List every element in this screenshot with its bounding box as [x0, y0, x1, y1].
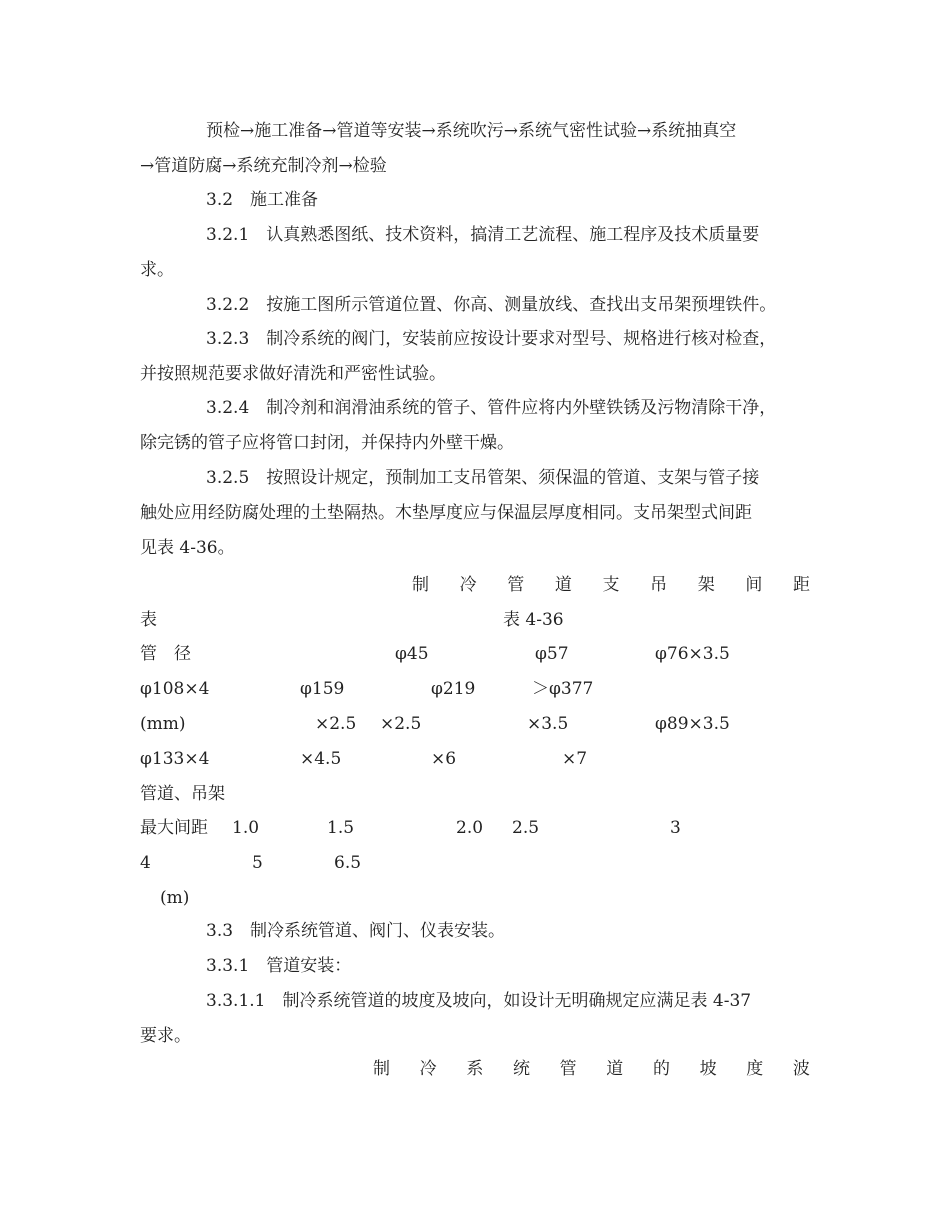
- table-4-36-title-tail: 表: [140, 610, 157, 630]
- table-cell: ×4.5: [300, 749, 342, 769]
- table-cell: φ76×3.5: [655, 644, 730, 664]
- item-3-2-3-line-2: 并按照规范要求做好清洗和严密性试验。: [140, 364, 446, 384]
- item-3-2-1-line-2: 求。: [140, 260, 174, 280]
- title-char: 管: [559, 1059, 577, 1079]
- table-cell: ×7: [562, 749, 588, 769]
- title-char: 架: [697, 575, 715, 595]
- table-cell: (m): [160, 888, 190, 908]
- title-char: 制: [412, 575, 429, 595]
- table-cell: 管 径: [140, 644, 191, 664]
- table-cell: ×6: [431, 749, 457, 769]
- item-3-2-4-line-1: 3.2.4 制冷剂和润滑油系统的管子、管件应将内外壁铁锈及污物清除干净，: [206, 398, 777, 418]
- title-char: 距: [793, 575, 810, 595]
- table-cell: 1.0: [232, 818, 260, 838]
- title-char: 支: [602, 575, 620, 595]
- title-char: 冷: [459, 575, 477, 595]
- process-flow-line-2: →管道防腐→系统充制冷剂→检验: [140, 156, 387, 176]
- title-char: 管: [507, 575, 525, 595]
- table-cell: 最大间距: [140, 818, 208, 838]
- title-char: 波: [792, 1059, 810, 1079]
- table-cell: ×2.5: [315, 714, 357, 734]
- item-3-2-1-line-1: 3.2.1 认真熟悉图纸、技术资料，搞清工艺流程、施工程序及技术质量要: [206, 225, 760, 245]
- table-cell: ×3.5: [527, 714, 569, 734]
- title-char: 吊: [650, 575, 668, 595]
- table-cell: (mm): [140, 714, 186, 734]
- section-3-3-1-heading: 3.3.1 管道安装：: [206, 956, 352, 976]
- table-cell: 4: [140, 853, 151, 873]
- table-4-37-title: [373, 1058, 810, 1080]
- item-3-3-1-1-line-2: 要求。: [140, 1026, 191, 1046]
- table-cell: 3: [670, 818, 681, 838]
- item-3-2-2-line-1: 3.2.2 按施工图所示管道位置、你高、测量放线、查找出支吊架预埋铁件。: [206, 295, 777, 315]
- process-flow-line-1: 预检→施工准备→管道等安装→系统吹污→系统气密性试验→系统抽真空: [206, 121, 737, 141]
- title-char: 冷: [419, 1059, 437, 1079]
- table-cell: 6.5: [334, 853, 362, 873]
- table-cell: φ133×4: [140, 749, 210, 769]
- title-char: 的: [652, 1059, 670, 1079]
- table-cell: ＞φ377: [532, 679, 594, 699]
- title-char: 统: [512, 1059, 530, 1079]
- item-3-3-1-1-line-1: 3.3.1.1 制冷系统管道的坡度及坡向，如设计无明确规定应满足表 4-37: [206, 991, 752, 1011]
- table-cell: ×2.5: [380, 714, 422, 734]
- table-4-36-title: [412, 574, 810, 596]
- section-3-3-heading: 3.3 制冷系统管道、阀门、仪表安装。: [206, 921, 506, 941]
- table-cell: 管道、吊架: [140, 784, 225, 804]
- table-cell: φ45: [395, 644, 429, 664]
- title-char: 制: [373, 1059, 390, 1079]
- table-cell: φ57: [535, 644, 569, 664]
- item-3-2-5-line-3: 见表 4-36。: [140, 538, 235, 558]
- item-3-2-4-line-2: 除完锈的管子应将管口封闭，并保持内外壁干燥。: [140, 433, 514, 453]
- item-3-2-5-line-1: 3.2.5 按照设计规定，预制加工支吊管架、须保温的管道、支架与管子接: [206, 468, 760, 488]
- table-4-36-number: 表 4-36: [503, 610, 564, 630]
- title-char: 道: [606, 1059, 624, 1079]
- item-3-2-5-line-2: 触处应用经防腐处理的土垫隔热。木垫厚度应与保温层厚度相同。支吊架型式间距: [140, 503, 752, 523]
- item-3-2-3-line-1: 3.2.3 制冷系统的阀门，安装前应按设计要求对型号、规格进行核对检查，: [206, 329, 777, 349]
- title-char: 系: [466, 1059, 484, 1079]
- table-cell: φ89×3.5: [655, 714, 730, 734]
- title-char: 坡: [699, 1059, 717, 1079]
- title-char: 道: [554, 575, 572, 595]
- section-3-2-heading: 3.2 施工准备: [206, 190, 319, 210]
- table-cell: 5: [252, 853, 263, 873]
- table-cell: 2.5: [512, 818, 540, 838]
- title-char: 度: [746, 1059, 764, 1079]
- table-cell: 1.5: [327, 818, 355, 838]
- table-cell: 2.0: [456, 818, 484, 838]
- table-cell: φ159: [300, 679, 345, 699]
- title-char: 间: [745, 575, 763, 595]
- table-cell: φ219: [431, 679, 476, 699]
- table-cell: φ108×4: [140, 679, 210, 699]
